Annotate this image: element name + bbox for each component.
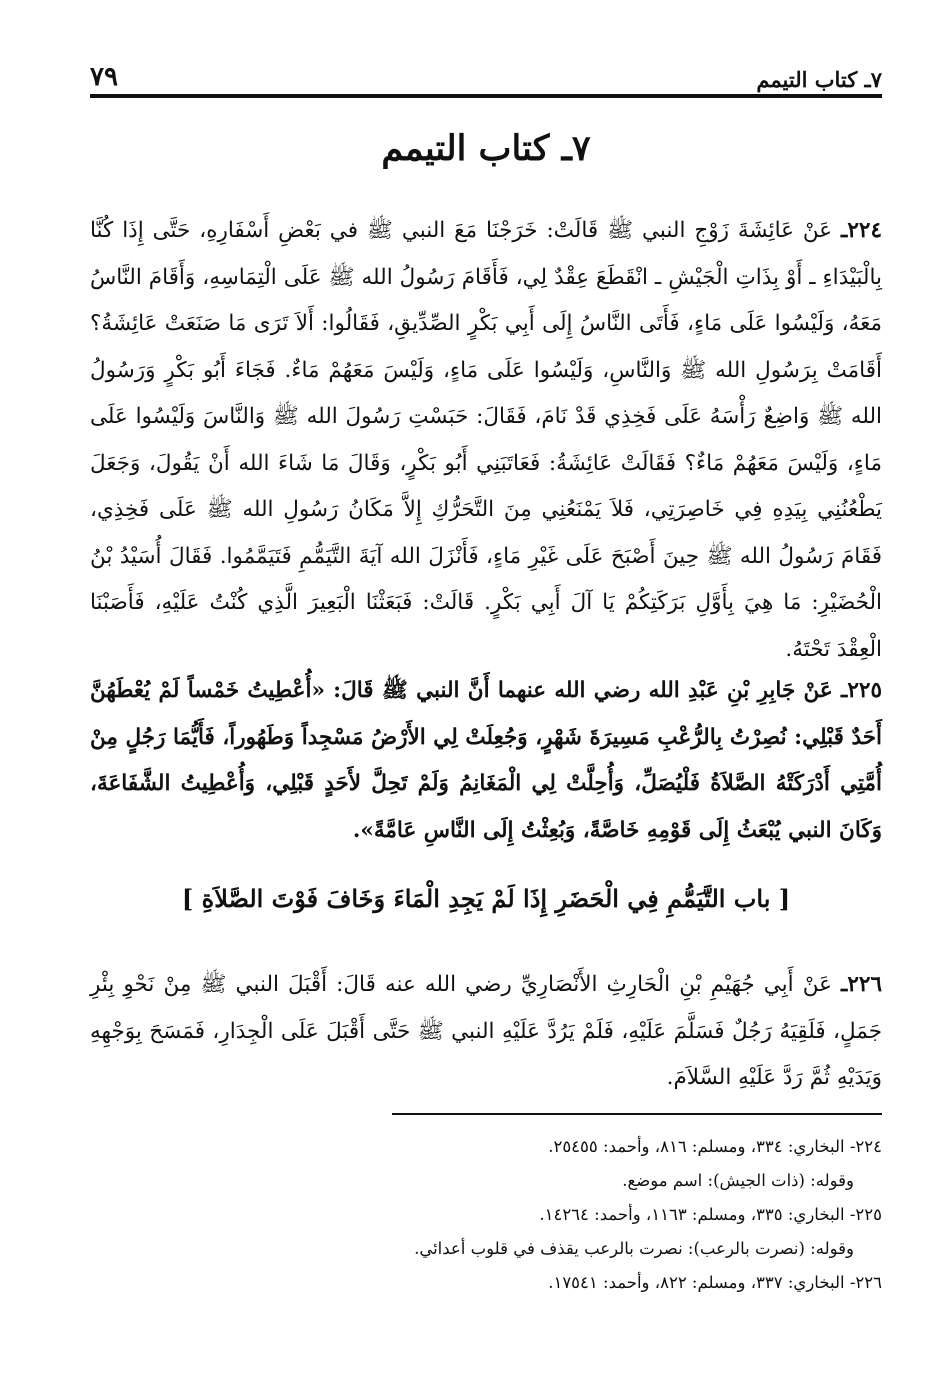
footnote-gloss-224: وقوله: (ذات الجيش): اسم موضع. <box>622 1171 854 1190</box>
hadith-number: ٢٢٦ـ <box>841 972 883 997</box>
hadith-text: عَنْ جَابِرِ بْنِ عَبْدِ الله رضي الله عنهما أَنَّ النبي ﷺ قَالَ: «أُعْطِيتُ خَمْساً لَمْ يُعْطَهُنَّ أَحَدٌ قَبْلِي: نُصِرْتُ بِالرُّعْبِ مَسِيرَةَ شَهْرٍ، وَجُعِلَتْ لِي الأَرْضُ مَسْجِداً وَطَهُوراً، فَأَيُّمَا رَجُلٍ مِنْ أُمَّتِي أَدْرَكَتْهُ الصَّلاَةُ فَلْيُصَلِّ، وَأُحِلَّتْ لِي الْمَغَانِمُ وَلَمْ تَحِلَّ لأَحَدٍ قَبْلِي، وَأُعْطِيتُ الشَّفَاعَةَ، وَكَانَ النبي يُبْعَثُ إِلَى قَوْمِهِ خَاصَّةً، وَبُعِثْتُ إِلَى النَّاسِ عَامَّةً». <box>90 678 882 843</box>
footnote-gloss-225: وقوله: (نصرت بالرعب): نصرت بالرعب يقذف في قلوب أعدائي. <box>414 1239 854 1258</box>
footnote-225: ٢٢٥- البخاري: ٣٣٥، ومسلم: ١١٦٣، وأحمد: ١٤٢٦٤. <box>539 1205 882 1224</box>
hadith-226 <box>90 962 882 1102</box>
footnote-224: ٢٢٤- البخاري: ٣٣٤، ومسلم: ٨١٦، وأحمد: ٢٥٤٥٥. <box>548 1137 882 1156</box>
page-number: ٧٩ <box>90 62 118 92</box>
running-header <box>90 52 882 92</box>
header-rule <box>90 94 882 98</box>
hadith-224 <box>90 208 882 673</box>
hadith-text: عَنْ عَائِشَةَ زَوْجِ النبي ﷺ قَالَتْ: خَرَجْنَا مَعَ النبي ﷺ في بَعْضِ أَسْفَارِهِ، حَتَّى إِذَا كُنَّا بِالْبَيْدَاءِ ـ أَوْ بِذَاتِ الْجَيْشِ ـ انْقَطَعَ عِقْدٌ لِي، فَأَقَامَ رَسُولُ الله ﷺ عَلَى الْتِمَاسِهِ، وَأَقَامَ النَّاسُ مَعَهُ، وَلَيْسُوا عَلَى مَاءٍ، فَأَتَى النَّاسُ إِلَى أَبِي بَكْرٍ الصِّدِّيقِ، فَقَالُوا: أَلاَ تَرَى مَا صَنَعَتْ عَائِشَةُ؟ أَقَامَتْ بِرَسُولِ الله ﷺ وَالنَّاسِ، وَلَيْسُوا عَلَى مَاءٍ، وَلَيْسَ مَعَهُمْ مَاءٌ. فَجَاءَ أَبُو بَكْرٍ وَرَسُولُ الله ﷺ وَاضِعٌ رَأْسَهُ عَلَى فَخِذِي قَدْ نَامَ، فَقَالَ: حَبَسْتِ رَسُولَ الله ﷺ وَالنَّاسَ وَلَيْسُوا عَلَى مَاءٍ، وَلَيْسَ مَعَهُمْ مَاءٌ؟ فَقَالَتْ عَائِشَةُ: فَعَاتَبَنِي أَبُو بَكْرٍ، وَقَالَ مَا شَاءَ الله أَنْ يَقُولَ، وَجَعَلَ يَطْعُنُنِي بِيَدِهِ فِي خَاصِرَتِي، فَلاَ يَمْنَعُنِي مِنَ التَّحَرُّكِ إِلاَّ مَكَانُ رَسُولِ الله ﷺ عَلَى فَخِذِي، فَقَامَ رَسُولُ الله ﷺ حِينَ أَصْبَحَ عَلَى غَيْرِ مَاءٍ، فَأَنْزَلَ الله آيَةَ التَّيَمُّمِ فَتَيَمَّمُوا. فَقَالَ أُسَيْدُ بْنُ الْحُضَيْرِ: مَا هِيَ بِأَوَّلِ بَرَكَتِكُمْ يَا آلَ أَبِي بَكْرٍ. قَالَتْ: فَبَعَثْنَا الْبَعِيرَ الَّذِي كُنْتُ عَلَيْهِ، فَأَصَبْنَا الْعِقْدَ تَحْتَهُ. <box>90 218 882 662</box>
chapter-heading: [ باب التَّيَمُّمِ فِي الْحَضَرِ إِذَا لَمْ يَجِدِ الْمَاءَ وَخَافَ فَوْتَ الصَّلاَةِ ] <box>181 884 791 913</box>
chapter-title: ٧ـ كتاب التيمم <box>381 128 591 169</box>
footnote-rule <box>392 1113 882 1115</box>
hadith-text: عَنْ أَبِي جُهَيْمِ بْنِ الْحَارِثِ الأَنْصَارِيِّ رضي الله عنه قَالَ: أَقْبَلَ النبي ﷺ مِنْ نَحْوِ بِئْرِ جَمَلٍ، فَلَقِيَهُ رَجُلٌ فَسَلَّمَ عَلَيْهِ، فَلَمْ يَرُدَّ عَلَيْهِ النبي ﷺ حَتَّى أَقْبَلَ عَلَى الْجِدَارِ، فَمَسَحَ بِوَجْهِهِ وَيَدَيْهِ ثُمَّ رَدَّ عَلَيْهِ السَّلاَمَ. <box>90 972 882 1090</box>
running-title: ٧ـ كتاب التيمم <box>756 67 882 92</box>
hadith-number: ٢٢٤ـ <box>841 218 882 243</box>
footnotes <box>90 1130 882 1300</box>
hadith-number: ٢٢٥ـ <box>841 678 882 703</box>
footnote-226: ٢٢٦- البخاري: ٣٣٧، ومسلم: ٨٢٢، وأحمد: ١٧٥٤١. <box>548 1273 882 1292</box>
hadith-225 <box>90 668 882 854</box>
